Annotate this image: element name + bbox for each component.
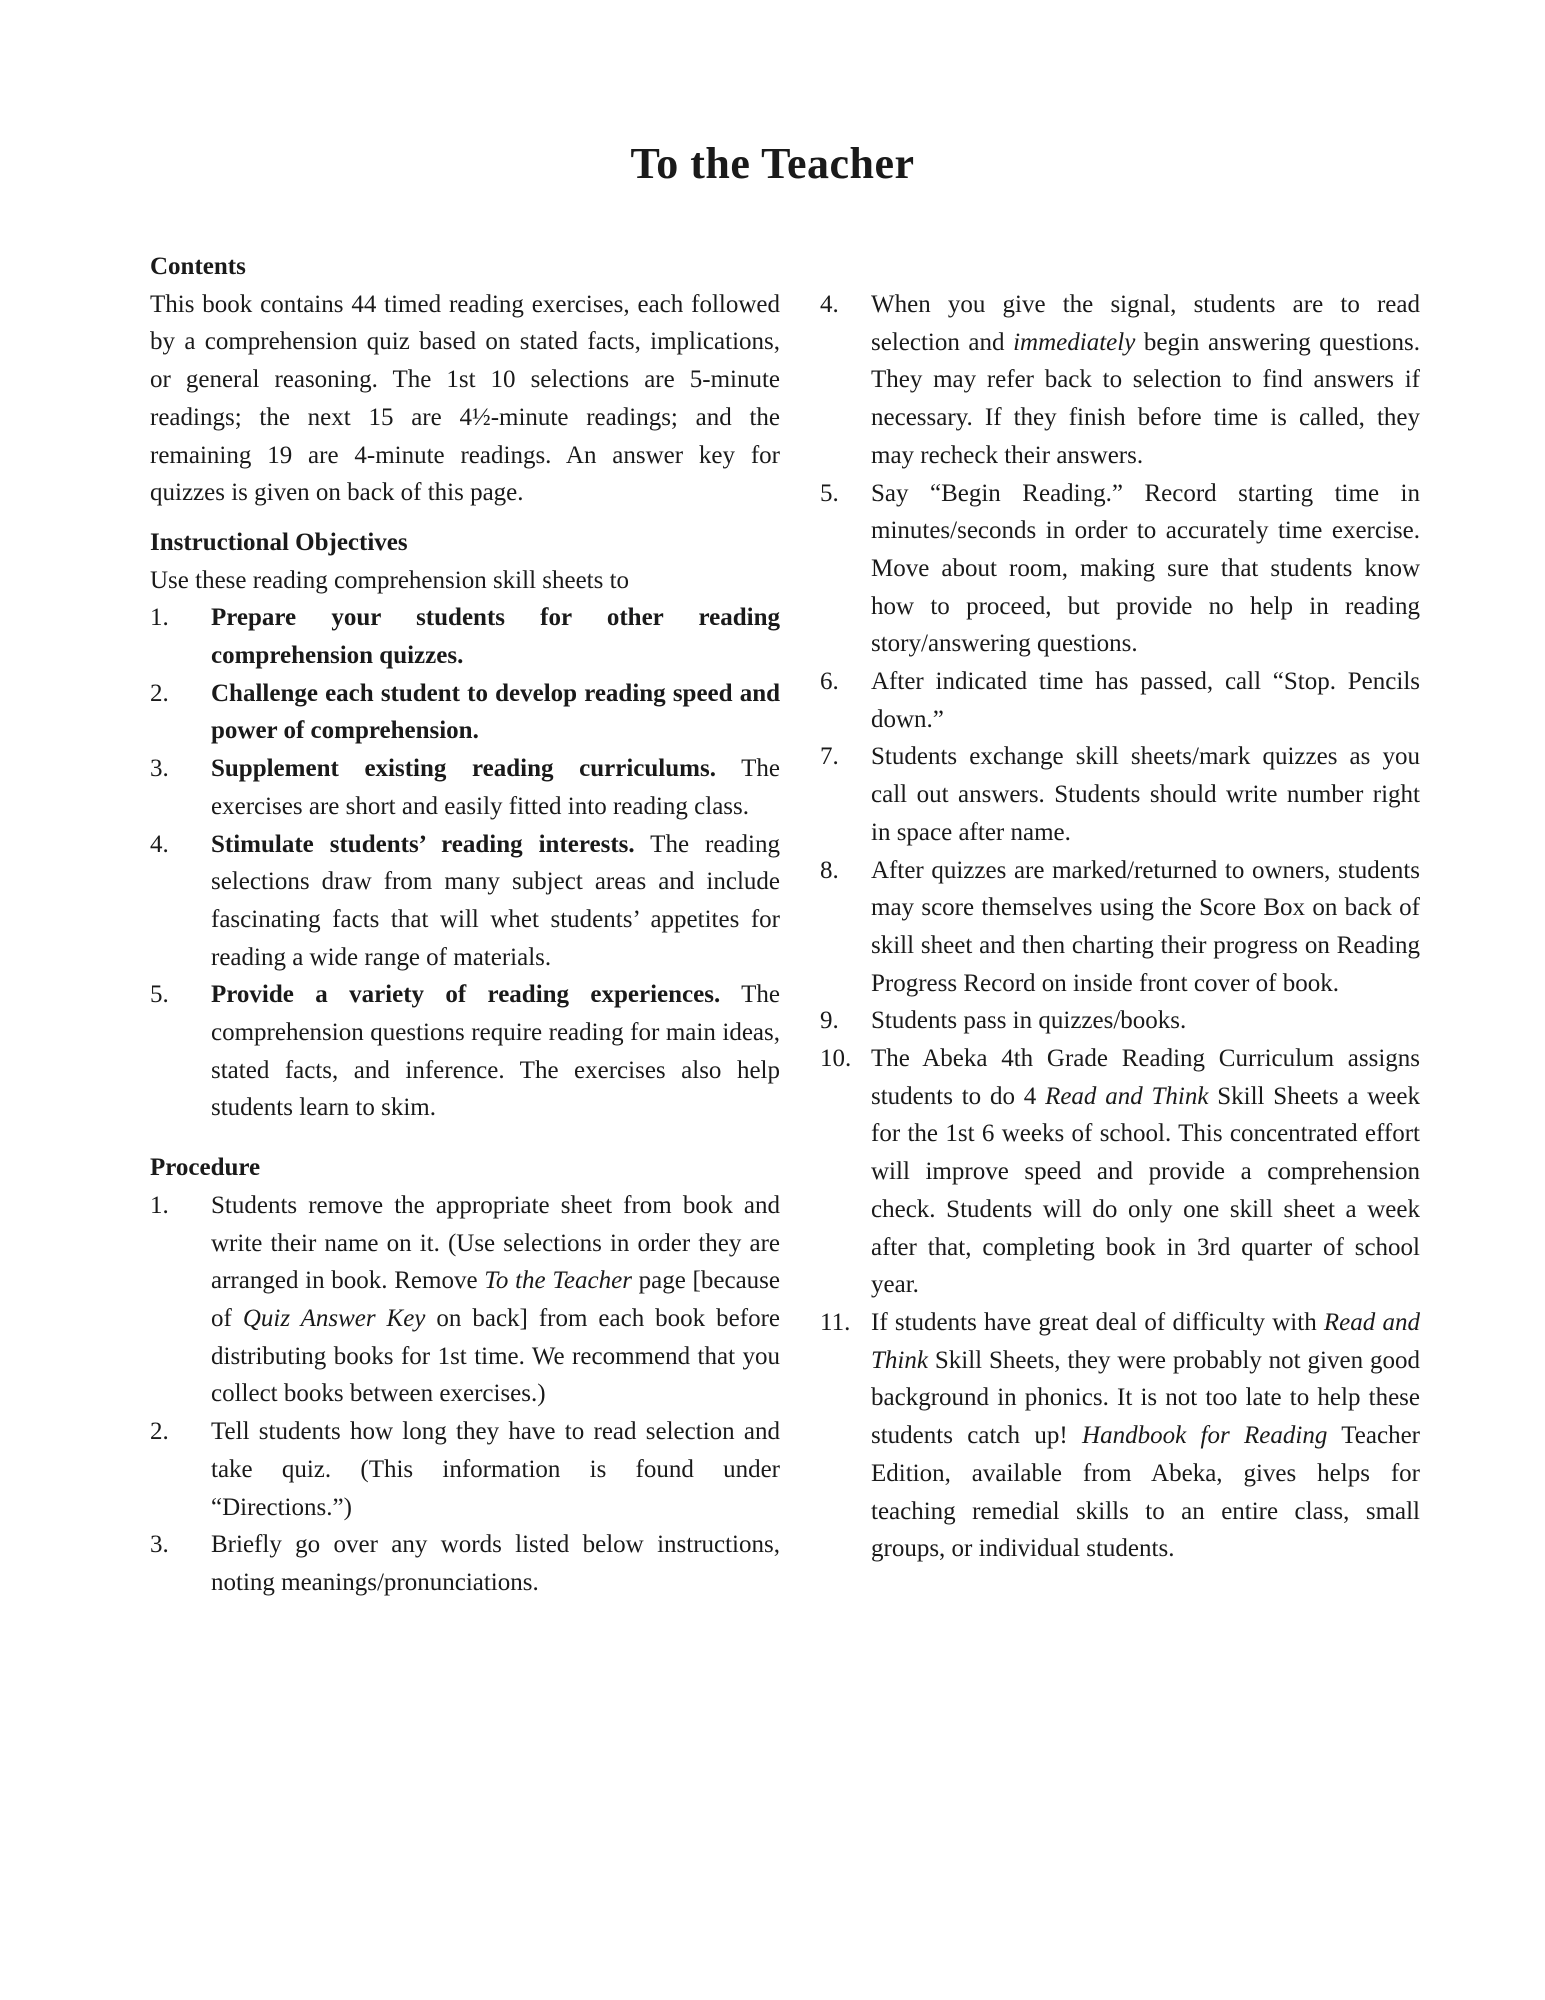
item-text: When you give the signal, students are to read selection and	[871, 291, 1420, 356]
item-text: The reading selections draw from many subject areas and include fascinating facts that will whet students’ appetites for reading a wide range of materials.	[211, 830, 780, 971]
item-text: The comprehension questions require reading for main ideas, stated facts, and inference. The exercises also help students learn to skim.	[211, 981, 780, 1122]
item-number: 7.	[820, 743, 839, 771]
item-text: After indicated time has passed, call “Stop. Pencils down.”	[871, 668, 1420, 733]
list-item	[150, 750, 780, 825]
item-text: Tell students how long they have to read selection and take quiz. (This information is found under “Directions.”)	[211, 1418, 780, 1521]
item-number: 1.	[150, 1191, 169, 1219]
item-italic-text: Read and Think	[871, 1308, 1420, 1374]
left-column	[150, 248, 780, 1602]
item-italic-text: Quiz Answer Key	[242, 1304, 426, 1332]
item-number: 5.	[150, 981, 169, 1009]
item-text: on back] from each book before distributing books for 1st time. We recommend that you collect books between exercises.)	[211, 1304, 780, 1408]
item-text: Briefly go over any words listed below instructions, noting meanings/pronunciations.	[211, 1531, 780, 1596]
item-italic-text: Read and Think	[1045, 1082, 1209, 1110]
item-text: Students remove the appropriate sheet from book and write their name on it. (Use selections in order they are arranged in book. Remove	[211, 1191, 780, 1295]
objectives-list	[150, 599, 780, 1127]
procedure-heading: Procedure	[150, 1154, 261, 1182]
list-item	[820, 1040, 1420, 1304]
item-text: The Abeka 4th Grade Reading Curriculum assigns students to do 4	[871, 1045, 1420, 1110]
list-item	[150, 675, 780, 750]
list-item	[150, 1413, 780, 1526]
item-number: 11.	[820, 1308, 851, 1336]
item-bold-text: Stimulate students’ reading interests.	[211, 830, 635, 858]
item-text: Skill Sheets a week for the 1st 6 weeks of school. This concentrated effort will improve speed and provide a comprehension check. Students will do only one skill sheet a week after that, completing book in 3rd quarter of school year.	[871, 1082, 1420, 1299]
procedure-list-left	[150, 1187, 780, 1602]
item-number: 5.	[820, 479, 839, 507]
item-number: 4.	[150, 830, 169, 858]
item-number: 4.	[820, 291, 839, 318]
item-number: 8.	[820, 856, 839, 884]
list-item	[150, 599, 780, 674]
item-text: If students have great deal of difficulty with	[871, 1308, 1324, 1336]
item-italic-text: To the Teacher	[484, 1267, 632, 1295]
item-number: 6.	[820, 668, 839, 696]
procedure-list-right	[820, 286, 1420, 1568]
list-item	[820, 1304, 1420, 1568]
item-number: 9.	[820, 1007, 839, 1035]
item-text: Students exchange skill sheets/mark quizzes as you call out answers. Students should write number right in space after name.	[871, 743, 1420, 846]
list-item	[820, 738, 1420, 851]
item-bold-text: Supplement existing reading curriculums.	[211, 755, 716, 783]
item-number: 10.	[820, 1045, 852, 1073]
item-number: 3.	[150, 755, 169, 783]
right-column	[820, 286, 1420, 1568]
item-number: 3.	[150, 1531, 169, 1559]
list-item	[820, 852, 1420, 1003]
contents-heading: Contents	[150, 253, 246, 280]
list-item	[820, 286, 1420, 475]
item-text: page [because of	[211, 1267, 780, 1332]
item-italic-text: immediately	[1013, 328, 1136, 356]
item-text: After quizzes are marked/returned to owners, students may score themselves using the Score Box on back of skill sheet and then charting their progress on Reading Progress Record on inside front cover of book.	[871, 856, 1420, 997]
list-item	[150, 1187, 780, 1413]
item-text: Say “Begin Reading.” Record starting time in minutes/seconds in order to accurately time exercise. Move about room, making sure that students know how to proceed, but provide no help in reading story/answering questions.	[871, 479, 1420, 658]
list-item	[820, 663, 1420, 738]
list-item	[150, 1526, 780, 1601]
item-text: The exercises are short and easily fitted into reading class.	[211, 755, 781, 820]
list-item	[150, 976, 780, 1127]
item-italic-text: Handbook for Reading	[1082, 1422, 1328, 1450]
item-text: begin answering questions. They may refer back to selection to find answers if necessary. If they finish before time is called, they may recheck their answers.	[871, 328, 1421, 469]
objectives-heading: Instructional Objectives	[150, 528, 408, 556]
objectives-intro: Use these reading comprehension skill sheets to	[150, 566, 630, 594]
list-item	[820, 1002, 1420, 1040]
item-number: 2.	[150, 679, 169, 707]
item-bold-text: Prepare your students for other reading comprehension quizzes.	[211, 604, 780, 670]
item-text: Skill Sheets, they were probably not given good background in phonics. It is not too late to help these students catch up!	[871, 1346, 1420, 1450]
item-number: 1.	[150, 604, 169, 632]
list-item	[150, 826, 780, 977]
item-bold-text: Challenge each student to develop reading speed and power of comprehension.	[211, 679, 780, 745]
list-item	[820, 475, 1420, 664]
contents-text: This book contains 44 timed reading exercises, each followed by a comprehension quiz based on stated facts, implications, or general reasoning. The 1st 10 selections are 5-minute readings; the next 15 are 4½-minute readings; and the remaining 19 are 4-minute readings. An answer key for quizzes is given on back of this page.	[150, 290, 780, 507]
item-text: Students pass in quizzes/books.	[871, 1007, 1187, 1035]
item-bold-text: Provide a variety of reading experiences.	[211, 981, 721, 1009]
item-text: Teacher Edition, available from Abeka, gives helps for teaching remedial skills to an entire class, small groups, or individual students.	[871, 1422, 1420, 1563]
page-title: To the Teacher	[630, 139, 915, 188]
item-number: 2.	[150, 1418, 169, 1446]
